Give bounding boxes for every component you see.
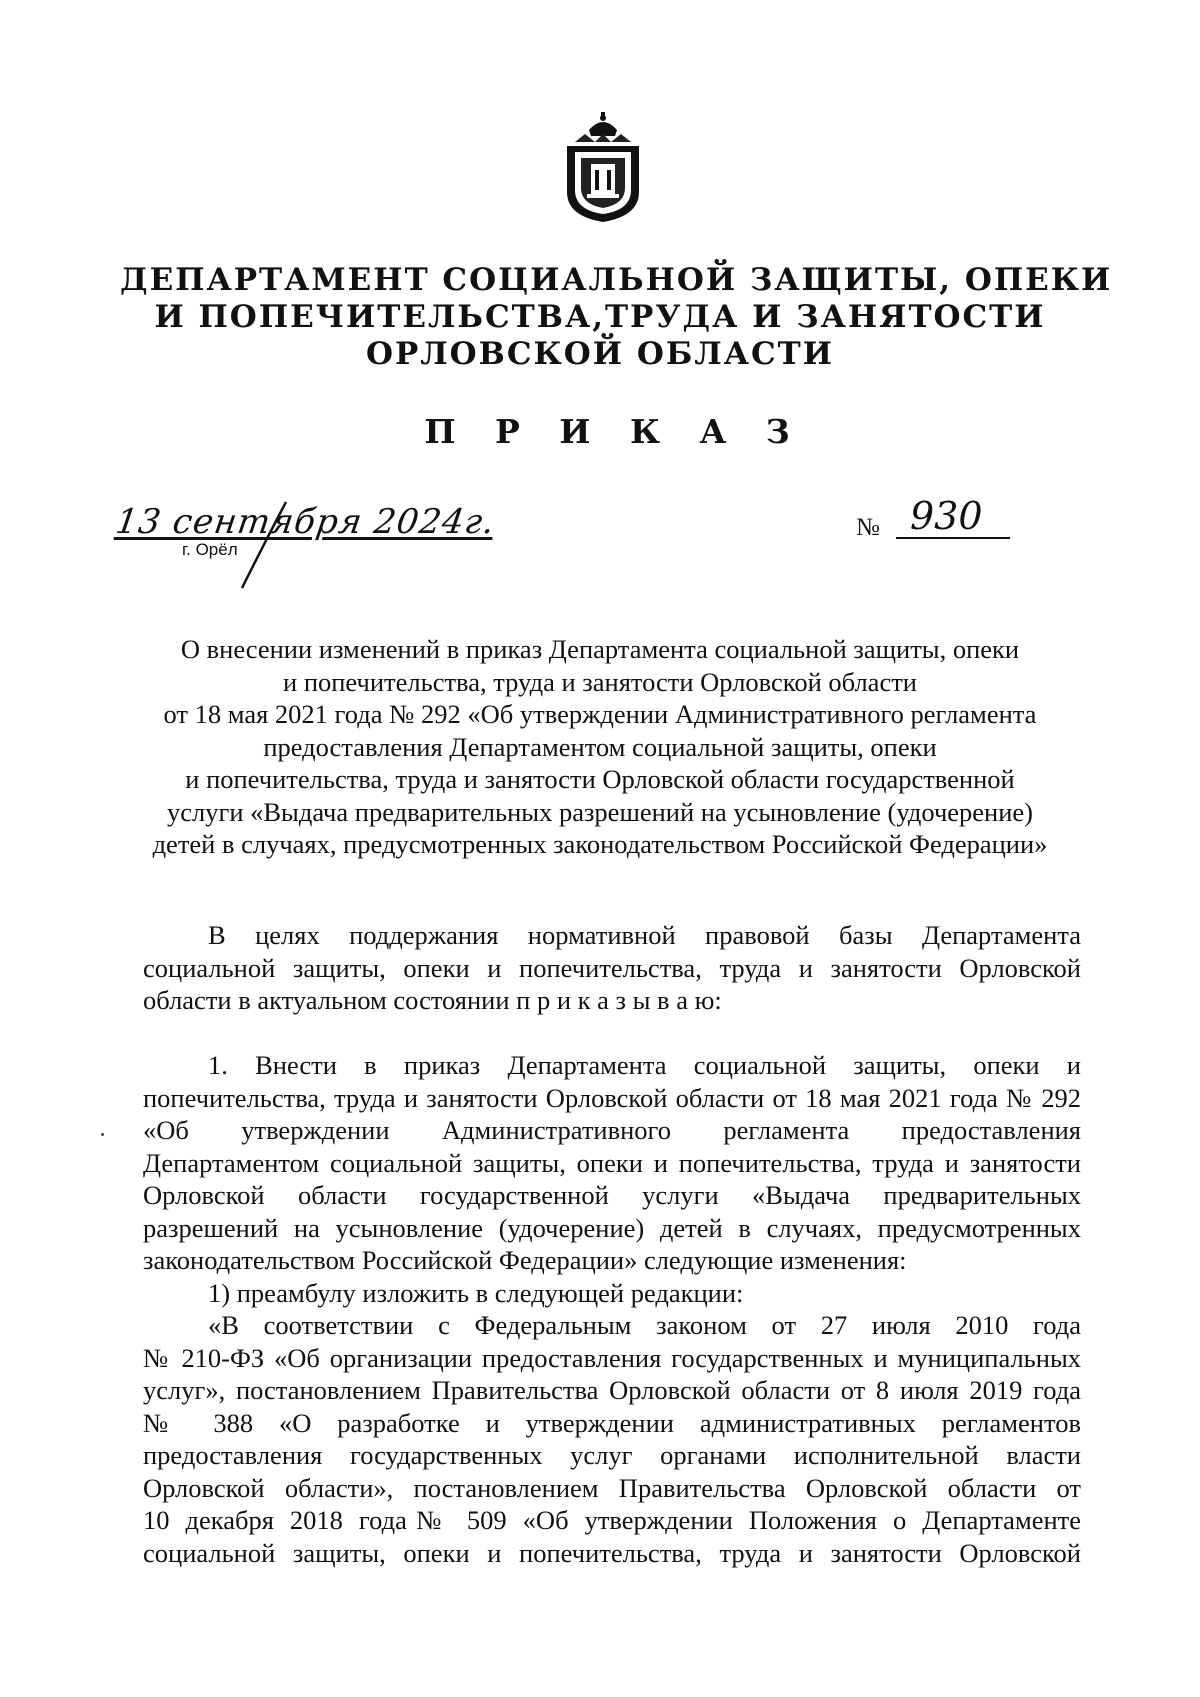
subject-line: услуги «Выдача предварительных разрешений на усыновление (удочерение): [166, 796, 1034, 827]
body-line: «Об утверждении Административного регламента предоставления: [143, 1115, 1081, 1145]
item-1-paragraph: [143, 1049, 1081, 1569]
body-line: В целях поддержания нормативной правовой базы Департамента: [208, 920, 1081, 950]
body-line: Орловской области», постановлением Правительства Орловской области от: [143, 1472, 1081, 1503]
body-line: 1. Внести в приказ Департамента социальной защиты, опеки и: [208, 1050, 1081, 1080]
body-line: социальной защиты, опеки и попечительства, труда и занятости Орловской: [143, 952, 1081, 983]
subject-line: от 18 мая 2021 года № 292 «Об утверждении Административного регламента: [163, 699, 1037, 729]
coat-of-arms-emblem: [561, 112, 645, 224]
department-title: [120, 262, 1113, 373]
subject-line: детей в случаях, предусмотренных законодательством Российской Федерации»: [152, 829, 1048, 859]
subject-line: и попечительства, труда и занятости Орловской области государственной: [185, 764, 1015, 794]
body-line: предоставления государственных услуг органами исполнительной власти: [143, 1440, 1081, 1470]
order-number-label: №: [856, 514, 880, 541]
document-type-heading: П Р И К А З: [424, 412, 804, 451]
subject-line: и попечительства, труда и занятости Орловской области: [283, 666, 917, 697]
body-line: «В соответствии с Федеральным законом от 27 июля 2010 года: [208, 1310, 1081, 1340]
body-line: разрешений на усыновление (удочерение) детей в случаях, предусмотренных: [143, 1212, 1081, 1243]
department-title-line: ДЕПАРТАМЕНТ СОЦИАЛЬНОЙ ЗАЩИТЫ, ОПЕКИ: [120, 262, 1113, 298]
preamble-paragraph: [143, 919, 1081, 1017]
order-city: г. Орёл: [182, 540, 238, 559]
body-line: социальной защиты, опеки и попечительства, труда и занятости Орловской: [143, 1537, 1081, 1568]
handwritten-stroke: [236, 500, 296, 590]
body-line: Орловской области государственной услуги «Выдача предварительных: [143, 1180, 1081, 1210]
body-line: 10 декабря 2018 года№ 509 «Об утверждении Положения о Департаменте: [143, 1505, 1081, 1535]
body-line: № 210-ФЗ «Об организации предоставления государственных и муниципальных: [143, 1342, 1081, 1373]
body-line: области в актуальном состоянии п р и к а з ы в а ю:: [143, 985, 722, 1015]
department-title-line: ОРЛОВСКОЙ ОБЛАСТИ: [365, 336, 835, 372]
department-title-line: И ПОПЕЧИТЕЛЬСТВА,ТРУДА И ЗАНЯТОСТИ: [154, 299, 1046, 335]
scan-speck: [101, 1133, 104, 1136]
subject-line: предоставления Департаментом социальной защиты, опеки: [263, 731, 937, 762]
body-line: Департаментом социальной защиты, опеки и попечительства, труда и занятости: [143, 1147, 1081, 1178]
body-line: № 388 «О разработке и утверждении административных регламентов: [143, 1407, 1081, 1438]
order-number-value: 930: [896, 495, 1010, 539]
order-date-handwritten: 13 сентября 2024г.: [113, 502, 498, 542]
body-line: 1) преамбулу изложить в следующей редакции:: [208, 1277, 744, 1308]
order-subject: [130, 633, 1070, 861]
body-line: попечительства, труда и занятости Орловской области от 18 мая 2021 года № 292: [143, 1082, 1081, 1113]
subject-line: О внесении изменений в приказ Департамента социальной защиты, опеки: [180, 634, 1020, 664]
body-line: законодательством Российской Федерации» следующие изменения:: [143, 1245, 907, 1275]
body-line: услуг», постановлением Правительства Орловской области от 8 июля 2019 года: [143, 1375, 1081, 1405]
